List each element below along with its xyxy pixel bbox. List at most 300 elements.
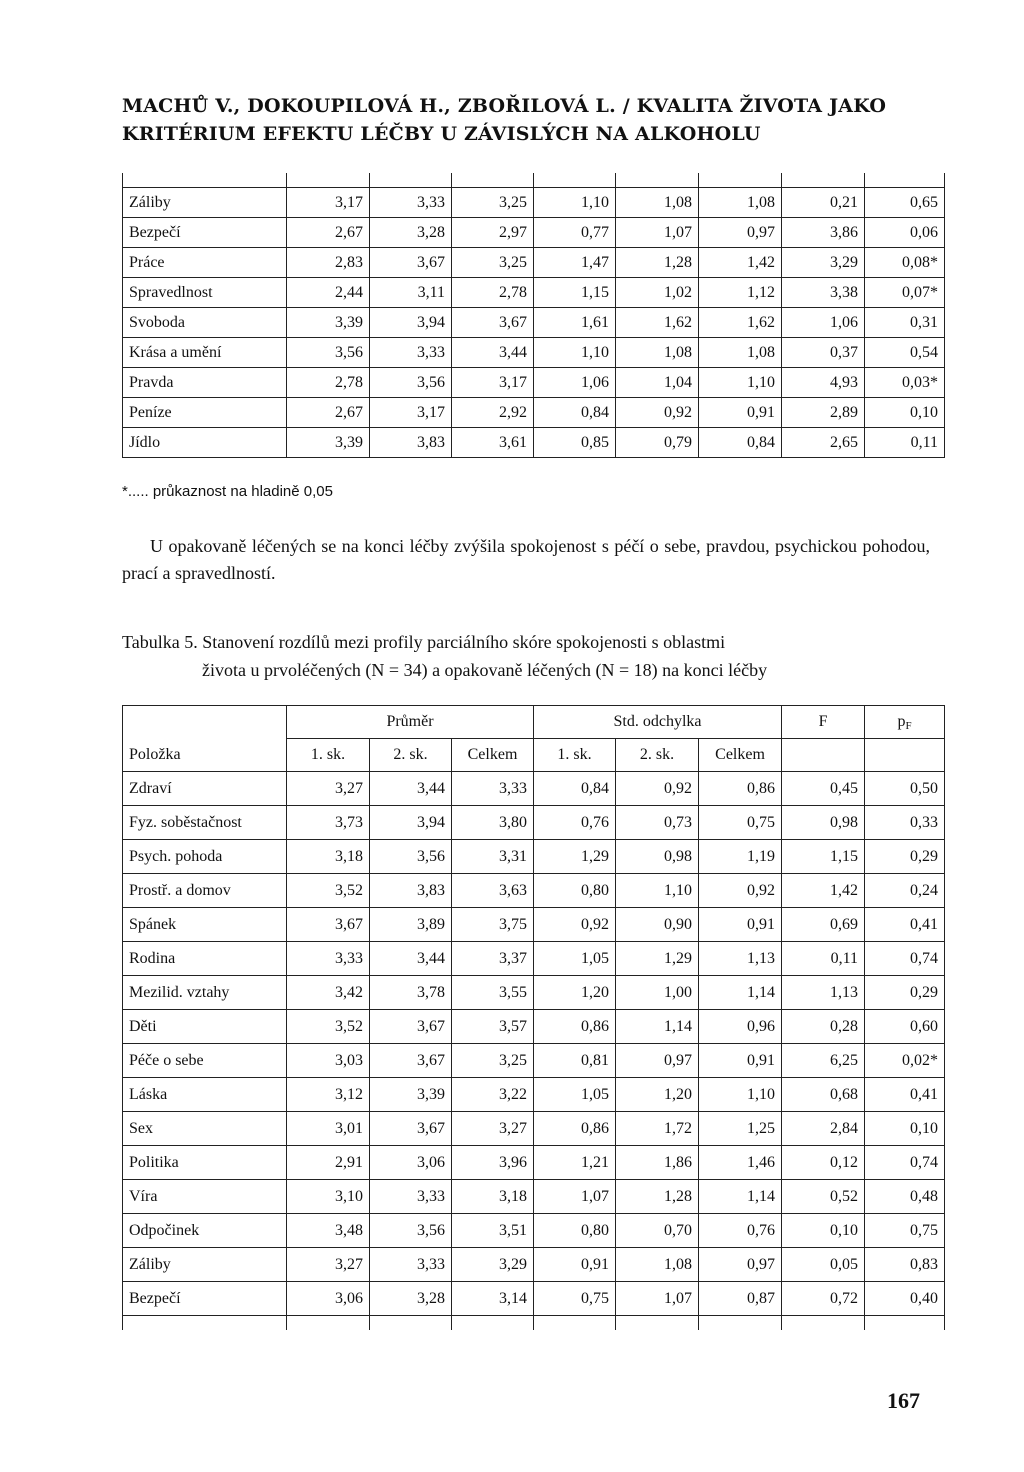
table-cell: 0,75 xyxy=(865,1214,945,1248)
table-cell: 0,77 xyxy=(534,218,616,248)
row-label: Pravda xyxy=(123,368,287,398)
table-row xyxy=(123,976,945,1010)
table-cell: 3,67 xyxy=(452,308,534,338)
table-cell: 0,40 xyxy=(865,1282,945,1316)
table-cell: 0,07* xyxy=(865,278,945,308)
table-cell: 1,08 xyxy=(616,338,699,368)
table-cell: 6,25 xyxy=(782,1044,865,1078)
table-cell: 3,18 xyxy=(287,840,370,874)
row-label: Záliby xyxy=(123,1248,287,1282)
table-cell: 0,29 xyxy=(865,840,945,874)
table-cell: 0,98 xyxy=(616,840,699,874)
table-row xyxy=(123,1180,945,1214)
table-cell: 0,10 xyxy=(782,1214,865,1248)
table-cell xyxy=(865,173,945,188)
table-cell: 3,80 xyxy=(452,806,534,840)
header-sd-g1: 1. sk. xyxy=(534,739,616,772)
table-cell: 0,85 xyxy=(534,428,616,458)
table-cell: 3,27 xyxy=(287,772,370,806)
table-cell: 0,97 xyxy=(699,1248,782,1282)
table-cell: 0,50 xyxy=(865,772,945,806)
table-cell: 3,01 xyxy=(287,1112,370,1146)
table-cell: 2,89 xyxy=(782,398,865,428)
header-sd-g2: 2. sk. xyxy=(616,739,699,772)
table-cell: 0,92 xyxy=(616,772,699,806)
table-cell: 1,86 xyxy=(616,1146,699,1180)
table-cell xyxy=(370,173,452,188)
table-cell: 3,96 xyxy=(452,1146,534,1180)
table-cell: 0,02* xyxy=(865,1044,945,1078)
table-cell xyxy=(616,1316,699,1331)
header-mean-g2: 2. sk. xyxy=(370,739,452,772)
table-cell: 3,67 xyxy=(287,908,370,942)
row-label: Bezpečí xyxy=(123,218,287,248)
table-cell: 3,67 xyxy=(370,1044,452,1078)
table-5-body xyxy=(123,772,945,1331)
table-cell: 3,33 xyxy=(287,942,370,976)
table-cell: 3,10 xyxy=(287,1180,370,1214)
footnote: *..... průkaznost na hladině 0,05 xyxy=(122,483,333,500)
table-cell xyxy=(287,1316,370,1331)
table-row xyxy=(123,173,945,188)
table-row xyxy=(123,942,945,976)
row-label: Láska xyxy=(123,1078,287,1112)
table-cell: 1,10 xyxy=(699,368,782,398)
table-header-row xyxy=(123,706,945,739)
table-cell xyxy=(287,173,370,188)
table-cell: 3,44 xyxy=(452,338,534,368)
table-cell: 0,86 xyxy=(699,772,782,806)
table-row xyxy=(123,1282,945,1316)
table-row xyxy=(123,278,945,308)
table-cell: 3,17 xyxy=(452,368,534,398)
table-row xyxy=(123,806,945,840)
table-cell: 3,51 xyxy=(452,1214,534,1248)
table-cell: 0,68 xyxy=(782,1078,865,1112)
table-cell: 3,56 xyxy=(287,338,370,368)
table-cell: 0,91 xyxy=(699,908,782,942)
table-cell: 2,78 xyxy=(287,368,370,398)
table-row xyxy=(123,218,945,248)
table-cell: 1,07 xyxy=(534,1180,616,1214)
row-label: Děti xyxy=(123,1010,287,1044)
caption-line-1: Tabulka 5. Stanovení rozdílů mezi profily parciálního skóre spokojenosti s oblastmi xyxy=(122,632,726,652)
table-cell: 0,12 xyxy=(782,1146,865,1180)
table-cell: 1,07 xyxy=(616,218,699,248)
table-cell: 3,57 xyxy=(452,1010,534,1044)
table-row xyxy=(123,1112,945,1146)
table-cell: 0,05 xyxy=(782,1248,865,1282)
row-label: Jídlo xyxy=(123,428,287,458)
table-cell: 1,05 xyxy=(534,1078,616,1112)
row-label: Politika xyxy=(123,1146,287,1180)
table-cell: 3,83 xyxy=(370,428,452,458)
table-cell xyxy=(452,1316,534,1331)
table-cell: 0,84 xyxy=(534,398,616,428)
row-label: Krása a umění xyxy=(123,338,287,368)
table-cell: 0,97 xyxy=(699,218,782,248)
table-cell: 3,56 xyxy=(370,1214,452,1248)
table-cell: 0,74 xyxy=(865,1146,945,1180)
header-mean-g1: 1. sk. xyxy=(287,739,370,772)
table-cell xyxy=(123,173,287,188)
table-cell: 1,08 xyxy=(616,1248,699,1282)
table-cell: 3,75 xyxy=(452,908,534,942)
row-label: Víra xyxy=(123,1180,287,1214)
table-row xyxy=(123,1214,945,1248)
caption-line-2: života u prvoléčených (N = 34) a opakovaně léčených (N = 18) na konci léčby xyxy=(202,660,768,680)
table-cell: 2,92 xyxy=(452,398,534,428)
table-cell: 3,89 xyxy=(370,908,452,942)
table-cell: 0,75 xyxy=(699,806,782,840)
table-cell: 3,39 xyxy=(287,308,370,338)
table-4-continuation xyxy=(122,173,945,458)
table-cell: 1,47 xyxy=(534,248,616,278)
table-cell: 1,14 xyxy=(616,1010,699,1044)
table-cell: 3,28 xyxy=(370,1282,452,1316)
row-label: Spánek xyxy=(123,908,287,942)
table-cell: 3,03 xyxy=(287,1044,370,1078)
row-label: Prostř. a domov xyxy=(123,874,287,908)
table-cell: 1,06 xyxy=(534,368,616,398)
table-cell: 3,25 xyxy=(452,188,534,218)
table-cell: 3,67 xyxy=(370,1112,452,1146)
table-cell: 0,48 xyxy=(865,1180,945,1214)
table-cell: 1,08 xyxy=(699,188,782,218)
table-cell: 0,97 xyxy=(616,1044,699,1078)
table-cell: 3,52 xyxy=(287,1010,370,1044)
table-cell: 3,33 xyxy=(370,1248,452,1282)
table-cell: 3,33 xyxy=(370,338,452,368)
table-4-body xyxy=(123,173,945,458)
table-cell: 3,27 xyxy=(452,1112,534,1146)
table-cell: 3,61 xyxy=(452,428,534,458)
row-label: Péče o sebe xyxy=(123,1044,287,1078)
table-cell: 1,61 xyxy=(534,308,616,338)
table-cell: 1,46 xyxy=(699,1146,782,1180)
table-cell: 0,81 xyxy=(534,1044,616,1078)
table-cell: 3,11 xyxy=(370,278,452,308)
table-cell: 3,33 xyxy=(370,1180,452,1214)
table-cell: 0,90 xyxy=(616,908,699,942)
table-cell: 1,10 xyxy=(534,188,616,218)
table-row xyxy=(123,1146,945,1180)
table-cell: 0,65 xyxy=(865,188,945,218)
table-cell xyxy=(616,173,699,188)
table-cell: 0,87 xyxy=(699,1282,782,1316)
table-cell: 3,39 xyxy=(370,1078,452,1112)
table-cell: 3,27 xyxy=(287,1248,370,1282)
table-cell: 0,91 xyxy=(699,398,782,428)
table-cell: 1,20 xyxy=(534,976,616,1010)
table-cell: 1,15 xyxy=(534,278,616,308)
table-cell: 0,92 xyxy=(699,874,782,908)
row-label: Zdraví xyxy=(123,772,287,806)
table-cell: 1,10 xyxy=(534,338,616,368)
table-cell: 0,31 xyxy=(865,308,945,338)
table-cell: 3,06 xyxy=(287,1282,370,1316)
table-row xyxy=(123,308,945,338)
table-cell: 3,83 xyxy=(370,874,452,908)
table-cell: 0,06 xyxy=(865,218,945,248)
header-p-subscript: F xyxy=(905,719,912,732)
table-cell: 1,62 xyxy=(616,308,699,338)
table-cell xyxy=(452,173,534,188)
table-cell xyxy=(370,1316,452,1331)
table-row xyxy=(123,368,945,398)
table-cell: 1,20 xyxy=(616,1078,699,1112)
table-cell: 3,33 xyxy=(452,772,534,806)
table-cell: 3,67 xyxy=(370,1010,452,1044)
table-cell: 2,67 xyxy=(287,398,370,428)
table-cell: 1,14 xyxy=(699,1180,782,1214)
table-cell: 1,42 xyxy=(699,248,782,278)
table-cell: 0,96 xyxy=(699,1010,782,1044)
table-5 xyxy=(122,705,945,1330)
table-cell: 0,10 xyxy=(865,398,945,428)
table-cell: 3,56 xyxy=(370,840,452,874)
table-cell: 3,17 xyxy=(287,188,370,218)
table-cell: 3,06 xyxy=(370,1146,452,1180)
table-cell: 0,76 xyxy=(534,806,616,840)
row-label: Peníze xyxy=(123,398,287,428)
table-row xyxy=(123,1316,945,1331)
table-cell: 1,00 xyxy=(616,976,699,1010)
row-label: Odpočinek xyxy=(123,1214,287,1248)
table-cell: 2,78 xyxy=(452,278,534,308)
row-label: Sex xyxy=(123,1112,287,1146)
table-cell: 2,67 xyxy=(287,218,370,248)
table-cell: 3,37 xyxy=(452,942,534,976)
table-cell: 0,84 xyxy=(699,428,782,458)
header-p-label: p xyxy=(897,712,906,730)
table-cell: 3,39 xyxy=(287,428,370,458)
table-cell: 1,12 xyxy=(699,278,782,308)
table-cell: 1,72 xyxy=(616,1112,699,1146)
table-cell: 2,97 xyxy=(452,218,534,248)
header-line-2: KRITÉRIUM EFEKTU LÉČBY U ZÁVISLÝCH NA ALKOHOLU xyxy=(122,123,761,145)
table-cell xyxy=(534,1316,616,1331)
table-cell: 4,93 xyxy=(782,368,865,398)
table-cell: 3,94 xyxy=(370,308,452,338)
table-cell: 0,41 xyxy=(865,908,945,942)
table-cell: 1,29 xyxy=(616,942,699,976)
table-cell: 1,05 xyxy=(534,942,616,976)
table-header-row xyxy=(123,739,945,772)
table-cell: 1,02 xyxy=(616,278,699,308)
table-cell: 1,15 xyxy=(782,840,865,874)
table-cell: 0,69 xyxy=(782,908,865,942)
row-label: Fyz. soběstačnost xyxy=(123,806,287,840)
table-cell: 2,91 xyxy=(287,1146,370,1180)
table-cell: 3,25 xyxy=(452,1044,534,1078)
row-label: Bezpečí xyxy=(123,1282,287,1316)
table-cell: 1,28 xyxy=(616,1180,699,1214)
table-cell: 0,03* xyxy=(865,368,945,398)
table-cell: 1,06 xyxy=(782,308,865,338)
table-cell: 0,37 xyxy=(782,338,865,368)
table-cell: 0,92 xyxy=(534,908,616,942)
row-label: Mezilid. vztahy xyxy=(123,976,287,1010)
table-cell: 3,44 xyxy=(370,772,452,806)
table-cell: 0,24 xyxy=(865,874,945,908)
table-cell: 0,73 xyxy=(616,806,699,840)
header-mean-total: Celkem xyxy=(452,739,534,772)
table-cell: 2,84 xyxy=(782,1112,865,1146)
row-label: Psych. pohoda xyxy=(123,840,287,874)
table-row xyxy=(123,248,945,278)
table-cell: 0,28 xyxy=(782,1010,865,1044)
table-cell: 1,10 xyxy=(699,1078,782,1112)
table-cell: 0,86 xyxy=(534,1010,616,1044)
table-cell: 1,29 xyxy=(534,840,616,874)
table-cell: 3,29 xyxy=(452,1248,534,1282)
header-mean: Průměr xyxy=(287,706,534,739)
table-cell: 3,18 xyxy=(452,1180,534,1214)
header-cell-empty xyxy=(782,739,865,772)
table-cell: 3,48 xyxy=(287,1214,370,1248)
table-cell: 0,70 xyxy=(616,1214,699,1248)
table-cell: 3,94 xyxy=(370,806,452,840)
table-cell: 3,22 xyxy=(452,1078,534,1112)
header-cell-empty xyxy=(865,739,945,772)
row-label: Záliby xyxy=(123,188,287,218)
table-row xyxy=(123,908,945,942)
table-cell: 0,83 xyxy=(865,1248,945,1282)
table-cell: 3,38 xyxy=(782,278,865,308)
table-cell: 3,25 xyxy=(452,248,534,278)
table-cell: 0,76 xyxy=(699,1214,782,1248)
table-row xyxy=(123,338,945,368)
table-cell: 1,19 xyxy=(699,840,782,874)
table-cell: 3,42 xyxy=(287,976,370,1010)
table-cell: 1,04 xyxy=(616,368,699,398)
table-row xyxy=(123,1078,945,1112)
table-cell: 0,91 xyxy=(699,1044,782,1078)
table-row xyxy=(123,874,945,908)
table-cell: 0,98 xyxy=(782,806,865,840)
table-cell xyxy=(534,173,616,188)
table-cell: 2,65 xyxy=(782,428,865,458)
table-cell: 3,12 xyxy=(287,1078,370,1112)
table-cell: 1,10 xyxy=(616,874,699,908)
table-cell: 0,74 xyxy=(865,942,945,976)
table-cell: 0,10 xyxy=(865,1112,945,1146)
table-cell: 0,21 xyxy=(782,188,865,218)
table-cell: 1,21 xyxy=(534,1146,616,1180)
table-cell xyxy=(782,1316,865,1331)
header-p xyxy=(865,706,945,739)
table-row xyxy=(123,840,945,874)
table-cell xyxy=(699,1316,782,1331)
header-f: F xyxy=(782,706,865,739)
table-cell xyxy=(782,173,865,188)
table-cell: 0,92 xyxy=(616,398,699,428)
table-cell: 1,07 xyxy=(616,1282,699,1316)
table-cell: 0,45 xyxy=(782,772,865,806)
table-row xyxy=(123,188,945,218)
table-cell: 0,08* xyxy=(865,248,945,278)
header-sd-total: Celkem xyxy=(699,739,782,772)
table-row xyxy=(123,398,945,428)
table-cell: 3,44 xyxy=(370,942,452,976)
table-cell: 0,86 xyxy=(534,1112,616,1146)
header-item: Položka xyxy=(123,739,287,772)
table-row xyxy=(123,1044,945,1078)
table-cell: 2,83 xyxy=(287,248,370,278)
body-paragraph: U opakovaně léčených se na konci léčby zvýšila spokojenost s péčí o sebe, pravdou, psychickou pohodou, prací a spravedlností. xyxy=(122,536,930,583)
table-cell: 0,60 xyxy=(865,1010,945,1044)
table-cell: 3,63 xyxy=(452,874,534,908)
table-row xyxy=(123,1248,945,1282)
table-cell: 3,73 xyxy=(287,806,370,840)
row-label: Rodina xyxy=(123,942,287,976)
table-cell: 0,91 xyxy=(534,1248,616,1282)
table-cell: 3,55 xyxy=(452,976,534,1010)
table-cell: 1,25 xyxy=(699,1112,782,1146)
table-row xyxy=(123,1010,945,1044)
table-cell: 0,72 xyxy=(782,1282,865,1316)
table-cell: 3,17 xyxy=(370,398,452,428)
table-cell: 3,86 xyxy=(782,218,865,248)
table-cell: 3,14 xyxy=(452,1282,534,1316)
table-cell: 3,78 xyxy=(370,976,452,1010)
table-cell xyxy=(865,1316,945,1331)
table-cell: 1,28 xyxy=(616,248,699,278)
table-cell: 0,75 xyxy=(534,1282,616,1316)
table-cell xyxy=(123,1316,287,1331)
table-row xyxy=(123,428,945,458)
table-cell: 1,08 xyxy=(699,338,782,368)
table-cell: 3,33 xyxy=(370,188,452,218)
table-cell: 3,52 xyxy=(287,874,370,908)
table-cell: 3,31 xyxy=(452,840,534,874)
table-row xyxy=(123,772,945,806)
table-cell: 1,08 xyxy=(616,188,699,218)
table-cell: 0,79 xyxy=(616,428,699,458)
table-cell: 0,80 xyxy=(534,874,616,908)
header-cell-empty xyxy=(123,706,287,739)
table-cell: 3,28 xyxy=(370,218,452,248)
table-cell: 1,62 xyxy=(699,308,782,338)
table-cell: 0,33 xyxy=(865,806,945,840)
page-number: 167 xyxy=(887,1388,920,1413)
table-cell: 0,84 xyxy=(534,772,616,806)
header-std-dev: Std. odchylka xyxy=(534,706,782,739)
table-cell: 0,29 xyxy=(865,976,945,1010)
header-line-1: MACHŮ V., DOKOUPILOVÁ H., ZBOŘILOVÁ L. / KVALITA ŽIVOTA JAKO xyxy=(122,95,887,117)
table-cell: 1,14 xyxy=(699,976,782,1010)
table-cell: 3,56 xyxy=(370,368,452,398)
table-cell: 0,11 xyxy=(782,942,865,976)
table-cell: 0,54 xyxy=(865,338,945,368)
table-cell: 0,11 xyxy=(865,428,945,458)
table-cell: 0,80 xyxy=(534,1214,616,1248)
row-label: Svoboda xyxy=(123,308,287,338)
table-cell: 1,13 xyxy=(699,942,782,976)
row-label: Spravedlnost xyxy=(123,278,287,308)
page-header xyxy=(122,92,942,148)
table-cell: 3,67 xyxy=(370,248,452,278)
table-cell: 1,13 xyxy=(782,976,865,1010)
table-cell: 0,41 xyxy=(865,1078,945,1112)
table-5-caption xyxy=(122,628,930,684)
row-label: Práce xyxy=(123,248,287,278)
table-cell xyxy=(699,173,782,188)
table-cell: 0,52 xyxy=(782,1180,865,1214)
table-cell: 1,42 xyxy=(782,874,865,908)
table-cell: 2,44 xyxy=(287,278,370,308)
